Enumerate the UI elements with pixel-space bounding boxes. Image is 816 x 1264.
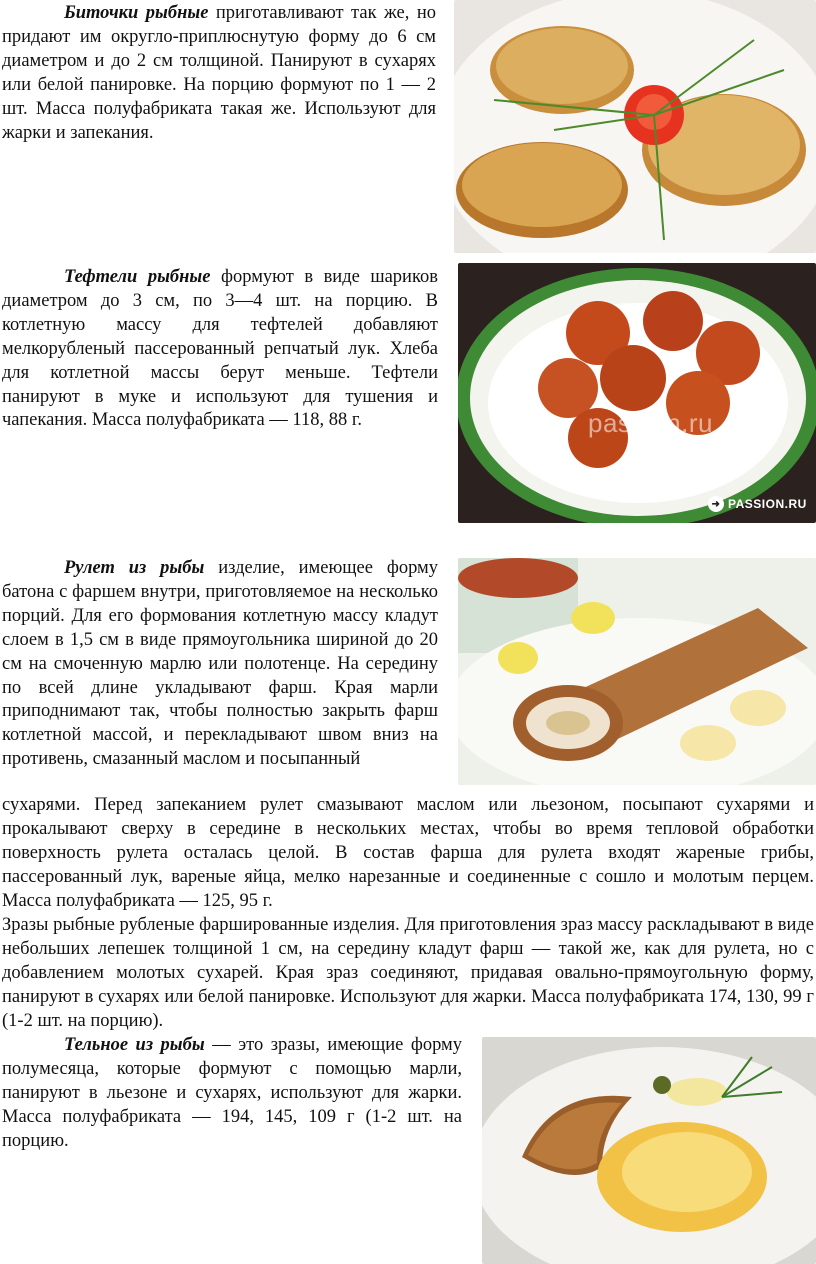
rulet-paragraph-bottom (2, 794, 814, 914)
bitochki-paragraph (2, 2, 436, 145)
bitochki-title: Биточки рыбные (64, 3, 209, 23)
zrazy-text: Зразы рыбные рубленые фаршированные изделия. Для приготовления зраз массу раскладывают в виде небольших лепешек толщиной 1 см, на середину кладут фарш — такой же, как для рулета, но с добавлением молотых сухарей. Края зраз соединяют, придавая овально-прямоугольную форму, панируют в сухарях или белой панировке. Используют для жарки. Масса полуфабриката 174, 130, 99 г (1-2 шт. на порцию). (2, 915, 814, 1031)
tefteli-title: Тефтели рыбные (64, 267, 211, 287)
telnoe-paragraph (2, 1034, 462, 1154)
fish-roll-photo (458, 558, 816, 785)
rulet-text-bottom: сухарями. Перед запеканием рулет смазывают маслом или льезоном, посыпают сухарями и прокалывают сверху в середине в нескольких местах, чтобы во время тепловой обработки поверхность рулета осталась целой. В состав фарша для рулета входят жареные грибы, пассерованный лук, вареные яйца, мелко нарезанные и соединенные с сошло и молотым перцем. Масса полуфабриката — 125, 95 г. (2, 795, 814, 911)
passion-logo-watermark (708, 496, 807, 512)
passion-center-watermark: passion.ru (588, 408, 713, 438)
telnoe-title: Тельное из рыбы (64, 1035, 205, 1055)
rulet-text-top: изделие, имеющее форму батона с фаршем внутри, приготовляемое на несколько порций. Для его формования котлетную массу кладут слоем в 1,5 см в виде прямоугольника шириной до 20 см на смоченную марлю или полотенце. На середину по всей длине укладывают фарш. Края марли приподнимают так, чтобы полностью закрыть фарш котлетной массой, и перекладывают швом вниз на противень, смазанный маслом и посыпанный (2, 558, 438, 770)
passion-logo-icon: ➜ (708, 496, 724, 512)
telnoe-dish-photo (482, 1037, 816, 1264)
tefteli-paragraph (2, 266, 438, 433)
rulet-title: Рулет из рыбы (64, 558, 205, 578)
telnoe-text: — это зразы, имеющие форму полумесяца, которые формуют с помощью марли, панируют в льезоне и сухарях, используют для жарки. Масса полуфабриката — 194, 145, 109 г (1-2 шт. на порцию. (2, 1035, 463, 1151)
zrazy-paragraph (2, 914, 814, 1034)
passion-logo-text: PASSION.RU (728, 497, 807, 511)
bitochki-text: приготавливают так же, но придают им округло-приплюснутую форму до 6 см диаметром и до 2 см толщиной. Панируют в сухарях или белой панировке. На порцию формуют по 1 — 2 шт. Масса полуфабриката такая же. Используют для жарки и запекания. (2, 3, 437, 143)
fish-patties-photo (454, 0, 816, 253)
tefteli-text: формуют в виде шариков диаметром до 3 см, по 3—4 шт. на порцию. В котлетную массу для тефтелей добавляют мелкорубленый пассерованный репчатый лук. Хлеба для котлетной массы берут меньше. Тефтели панируют в муке и используют для тушения и чапекания. Масса полуфабриката — 118, 88 г. (2, 267, 438, 431)
fish-meatballs-photo (458, 263, 816, 523)
rulet-paragraph-top (2, 557, 438, 772)
